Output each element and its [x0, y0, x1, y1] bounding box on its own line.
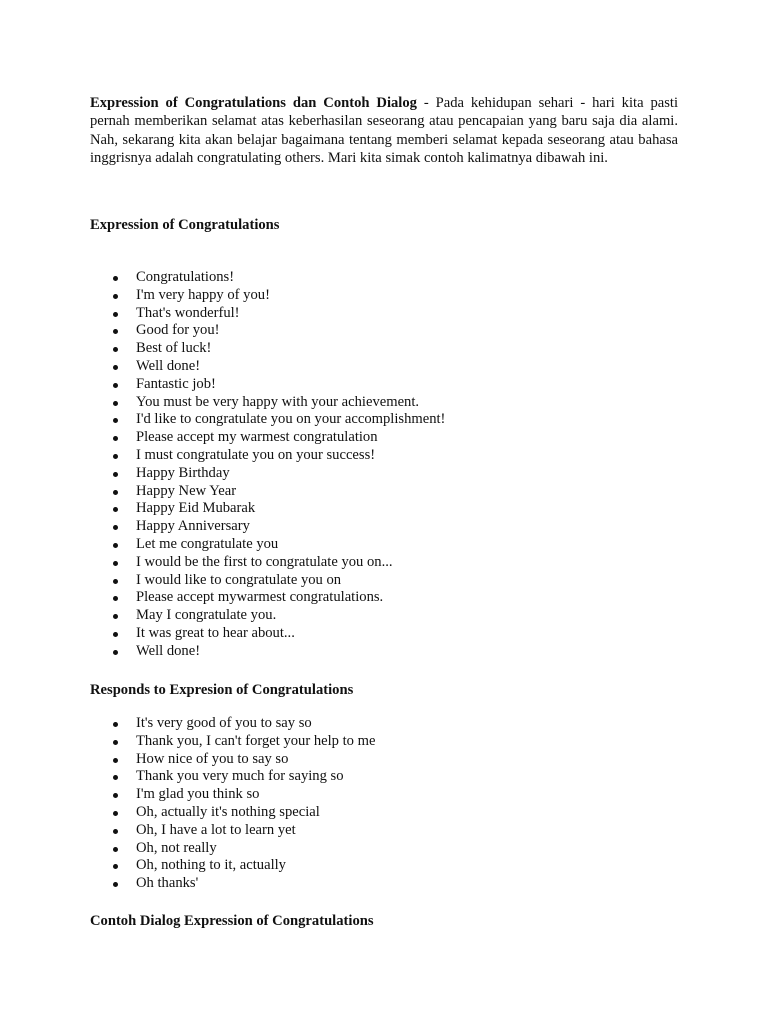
list-item: [110, 269, 445, 287]
bullet-icon: [113, 454, 118, 459]
list-item: [110, 518, 445, 536]
list-item: [110, 465, 445, 483]
bullet-icon: [113, 543, 118, 548]
intro-paragraph: [90, 94, 678, 167]
section-heading-expressions: Expression of Congratulations: [90, 217, 280, 233]
list-item-text: Thank you, I can't forget your help to me: [136, 732, 376, 749]
list-item: [110, 322, 445, 340]
bullet-icon: [113, 294, 118, 299]
list-item-text: It's very good of you to say so: [136, 715, 312, 731]
list-item: [110, 358, 445, 376]
bullet-icon: [113, 365, 118, 370]
bullet-icon: [113, 847, 118, 852]
responses-list: [110, 715, 375, 893]
bullet-icon: [113, 596, 118, 601]
bullet-icon: [113, 312, 118, 317]
list-item: [110, 394, 445, 412]
intro-text: - Pada kehidupan sehari - hari kita pasti pernah memberikan selamat atas keberhasilan seseorang atau pencapaian yang baru saja dia alami. Nah, sekarang kita akan belajar bagaimana tentang memberi selamat kepada seseorang atau bahasa inggrisnya adalah congratulating others. Mari kita simak contoh kalimatnya dibawah ini.: [90, 95, 679, 166]
list-item: [110, 786, 375, 804]
list-item-text: May I congratulate you.: [136, 607, 277, 624]
list-item-text: How nice of you to say so: [136, 750, 289, 767]
list-item-text: Happy Birthday: [136, 464, 230, 481]
list-item: [110, 643, 445, 661]
list-item-text: Oh, I have a lot to learn yet: [136, 821, 296, 838]
list-item-text: I must congratulate you on your success!: [136, 446, 376, 463]
bullet-icon: [113, 276, 118, 281]
bullet-icon: [113, 829, 118, 834]
list-item: [110, 340, 445, 358]
list-item-text: Well done!: [136, 357, 201, 374]
list-item: [110, 483, 445, 501]
list-item: [110, 589, 445, 607]
list-item: [110, 554, 445, 572]
list-item: [110, 822, 375, 840]
list-item-text: That's wonderful!: [136, 304, 240, 321]
bullet-icon: [113, 740, 118, 745]
bullet-icon: [113, 525, 118, 530]
list-item: [110, 625, 445, 643]
bullet-icon: [113, 401, 118, 406]
list-item-text: Well done!: [136, 642, 201, 659]
list-item-text: It was great to hear about...: [136, 624, 295, 641]
expressions-list: [110, 269, 445, 661]
bullet-icon: [113, 793, 118, 798]
list-item: [110, 500, 445, 518]
list-item-text: Best of luck!: [136, 340, 212, 357]
list-item: [110, 804, 375, 822]
list-item-text: Fantastic job!: [136, 375, 216, 392]
list-item-text: I would like to congratulate you on: [136, 571, 342, 588]
bullet-icon: [113, 775, 118, 780]
list-item-text: Let me congratulate you: [136, 535, 279, 552]
list-item: [110, 733, 375, 751]
list-item-text: Thank you very much for saying so: [136, 768, 344, 785]
list-item-text: Oh, actually it's nothing special: [136, 803, 320, 820]
list-item-text: Oh, nothing to it, actually: [136, 857, 286, 874]
list-item-text: I'm glad you think so: [136, 786, 260, 803]
list-item: [110, 287, 445, 305]
list-item: [110, 572, 445, 590]
bullet-icon: [113, 507, 118, 512]
bullet-icon: [113, 472, 118, 477]
bullet-icon: [113, 436, 118, 441]
list-item: [110, 447, 445, 465]
bullet-icon: [113, 632, 118, 637]
list-item-text: I'd like to congratulate you on your accomplishment!: [136, 411, 446, 428]
intro-bold-lead: Expression of Congratulations dan Contoh Dialog: [90, 95, 417, 111]
list-item: [110, 429, 445, 447]
list-item: [110, 536, 445, 554]
bullet-icon: [113, 418, 118, 423]
list-item-text: Oh thanks': [136, 875, 199, 892]
list-item: [110, 857, 375, 875]
bullet-icon: [113, 882, 118, 887]
bullet-icon: [113, 347, 118, 352]
list-item: [110, 411, 445, 429]
bullet-icon: [113, 758, 118, 763]
list-item-text: Happy Eid Mubarak: [136, 500, 256, 517]
bullet-icon: [113, 722, 118, 727]
list-item-text: Happy Anniversary: [136, 518, 250, 535]
list-item-text: Please accept my warmest congratulation: [136, 429, 378, 446]
bullet-icon: [113, 864, 118, 869]
bullet-icon: [113, 329, 118, 334]
list-item: [110, 751, 375, 769]
bullet-icon: [113, 383, 118, 388]
section-heading-responses: Responds to Expresion of Congratulations: [90, 682, 354, 698]
bullet-icon: [113, 579, 118, 584]
bullet-icon: [113, 490, 118, 495]
list-item-text: Good for you!: [136, 322, 220, 339]
list-item-text: I would be the first to congratulate you on...: [136, 553, 393, 570]
section-heading-dialog: Contoh Dialog Expression of Congratulations: [90, 913, 374, 929]
list-item-text: I'm very happy of you!: [136, 286, 270, 303]
list-item-text: Oh, not really: [136, 839, 217, 856]
list-item: [110, 840, 375, 858]
list-item-text: Happy New Year: [136, 482, 237, 499]
list-item: [110, 875, 375, 893]
list-item: [110, 715, 375, 733]
list-item-text: Please accept mywarmest congratulations.: [136, 589, 384, 606]
bullet-icon: [113, 650, 118, 655]
list-item: [110, 376, 445, 394]
list-item: [110, 607, 445, 625]
bullet-icon: [113, 561, 118, 566]
list-item: [110, 305, 445, 323]
list-item: [110, 768, 375, 786]
list-item-text: You must be very happy with your achievement.: [136, 393, 420, 410]
bullet-icon: [113, 614, 118, 619]
bullet-icon: [113, 811, 118, 816]
list-item-text: Congratulations!: [136, 269, 235, 285]
